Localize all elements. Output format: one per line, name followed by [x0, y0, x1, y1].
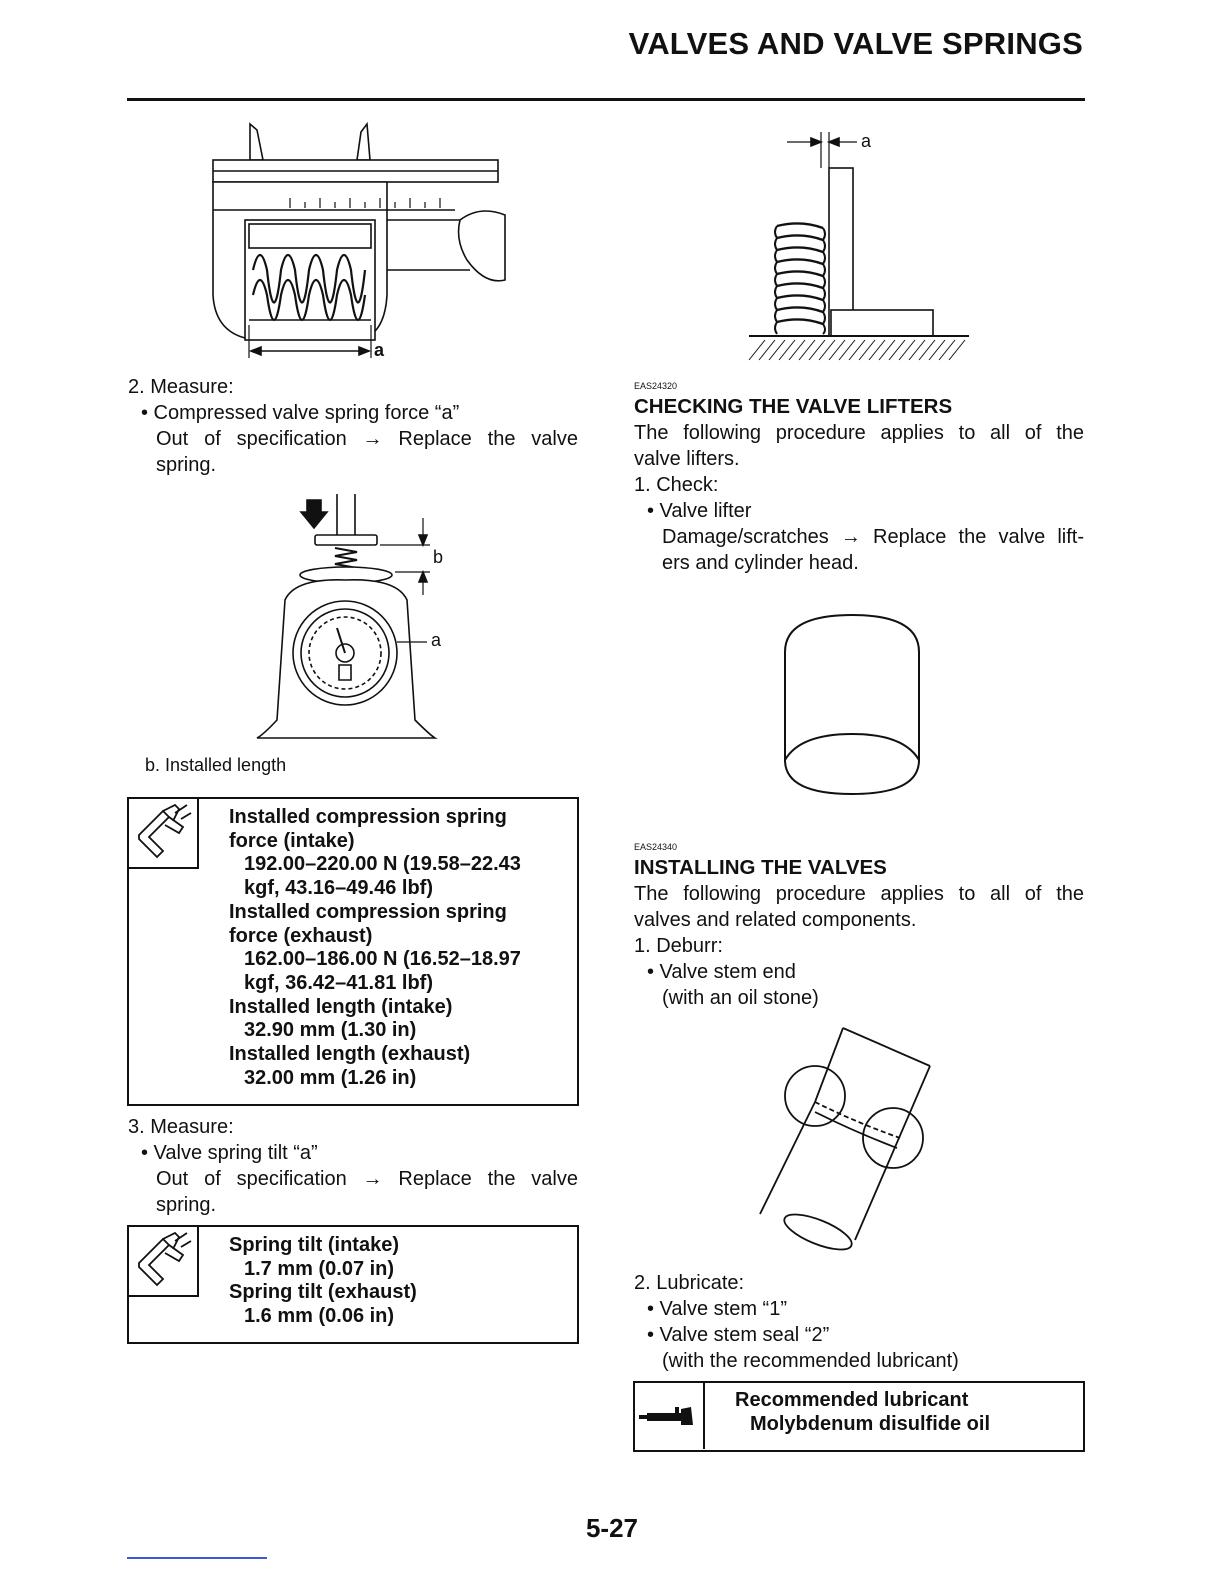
step-2-number: 2.	[128, 376, 145, 398]
spec-1-line: force (exhaust)	[229, 924, 373, 947]
caliper-spring-illustration	[205, 120, 515, 365]
section-intro-line1: The following procedure applies to all of the	[634, 883, 1084, 905]
lubricate-note: (with the recommended lubricant)	[662, 1350, 959, 1372]
caliper-icon	[129, 1227, 195, 1293]
spec-1-value: 32.90 mm (1.30 in)	[244, 1019, 417, 1042]
spec-2-line: Spring tilt (intake)	[229, 1234, 399, 1256]
lubricate-bullet-seal: • Valve stem seal “2”	[647, 1324, 830, 1346]
spec-1-line: force (intake)	[229, 829, 355, 852]
oil-can-icon	[635, 1383, 701, 1449]
spec-2-line: Spring tilt (exhaust)	[229, 1281, 417, 1304]
spec-1-text	[229, 806, 521, 1090]
check-bullet: • Valve lifter	[647, 500, 752, 522]
spec-2-value: 1.6 mm (0.06 in)	[244, 1305, 395, 1328]
fig1-label-a: a	[374, 340, 385, 360]
lubricant-value: Molybdenum disulfide oil	[750, 1412, 990, 1435]
step-2-bullet: • Compressed valve spring force “a”	[141, 402, 460, 424]
deburr-bullet: • Valve stem end	[647, 961, 796, 983]
lubricant-spec-box	[633, 1381, 1085, 1452]
step-2-line2: spring.	[156, 454, 217, 476]
spec-box-spring-tilt	[127, 1225, 579, 1344]
step-3-title: Measure:	[150, 1116, 234, 1138]
section-code: EAS24340	[634, 842, 678, 852]
lubricate-title: 2. Lubricate:	[634, 1272, 745, 1294]
lubricate-bullet-stem: • Valve stem “1”	[647, 1298, 787, 1320]
step-2-line1: Out of specification → Replace the valve	[156, 428, 578, 450]
spec-1-value: kgf, 36.42–41.81 lbf)	[244, 971, 433, 994]
spec-2-text	[229, 1234, 417, 1329]
section-installing-valves	[634, 842, 1084, 1011]
page-title: VALVES AND VALVE SPRINGS	[628, 26, 1083, 61]
section-code: EAS24320	[634, 381, 678, 391]
caliper-icon	[129, 799, 195, 865]
spring-tester-illustration	[255, 490, 455, 740]
check-step: 1. Check:	[634, 474, 719, 496]
caption-installed-length: b. Installed length	[145, 755, 287, 775]
fig2-label-a: a	[431, 630, 442, 650]
fig-tilt-label-a: a	[861, 131, 872, 151]
check-line1: Damage/scratches → Replace the valve lift-	[662, 526, 1084, 548]
page-number: 5-27	[585, 1513, 639, 1543]
check-line2: ers and cylinder head.	[662, 552, 859, 574]
step-2	[128, 374, 578, 478]
spec-1-line: Installed compression spring	[229, 806, 507, 828]
section-intro-line1: The following procedure applies to all of the	[634, 422, 1084, 444]
spec-box-spring-force	[127, 797, 579, 1106]
section-intro-line2: valve lifters.	[634, 448, 740, 470]
caliper-spec-icon-cell	[129, 799, 199, 869]
spec-1-value: 32.00 mm (1.26 in)	[244, 1066, 417, 1089]
section-heading: INSTALLING THE VALVES	[634, 856, 887, 879]
valve-stem-illustration	[755, 1022, 935, 1252]
spec-1-value: 192.00–220.00 N (19.58–22.43	[244, 853, 521, 876]
deburr-step: 1. Deburr:	[634, 935, 723, 957]
valve-lifter-illustration	[780, 610, 925, 800]
section-checking-valve-lifters	[634, 381, 1084, 576]
deburr-note: (with an oil stone)	[662, 987, 819, 1009]
caliper-spec-icon-cell	[129, 1227, 199, 1297]
section-heading: CHECKING THE VALVE LIFTERS	[634, 395, 953, 418]
spec-1-line: Installed length (intake)	[229, 995, 453, 1018]
step-3-bullet: • Valve spring tilt “a”	[141, 1142, 318, 1164]
lubricate-step	[634, 1270, 1084, 1374]
lubricant-text	[735, 1389, 990, 1436]
oil-can-icon-cell	[635, 1383, 705, 1449]
step-3	[128, 1114, 578, 1218]
spec-2-value: 1.7 mm (0.07 in)	[244, 1257, 395, 1280]
lubricant-label: Recommended lubricant	[735, 1389, 969, 1411]
spec-1-value: 162.00–186.00 N (16.52–18.97	[244, 948, 521, 971]
section-intro-line2: valves and related components.	[634, 909, 917, 931]
spec-1-line: Installed compression spring	[229, 900, 507, 923]
fig2-label-b: b	[433, 547, 444, 567]
spring-tilt-illustration	[745, 128, 975, 368]
step-3-line2: spring.	[156, 1194, 217, 1216]
header-rule	[127, 98, 1085, 101]
step-3-number: 3.	[128, 1116, 145, 1138]
step-2-title: Measure:	[150, 376, 234, 398]
footer-link-underline[interactable]	[127, 1557, 267, 1559]
step-3-line1: Out of specification → Replace the valve	[156, 1168, 578, 1190]
spec-1-line: Installed length (exhaust)	[229, 1043, 471, 1066]
spec-1-value: kgf, 43.16–49.46 lbf)	[244, 877, 433, 900]
